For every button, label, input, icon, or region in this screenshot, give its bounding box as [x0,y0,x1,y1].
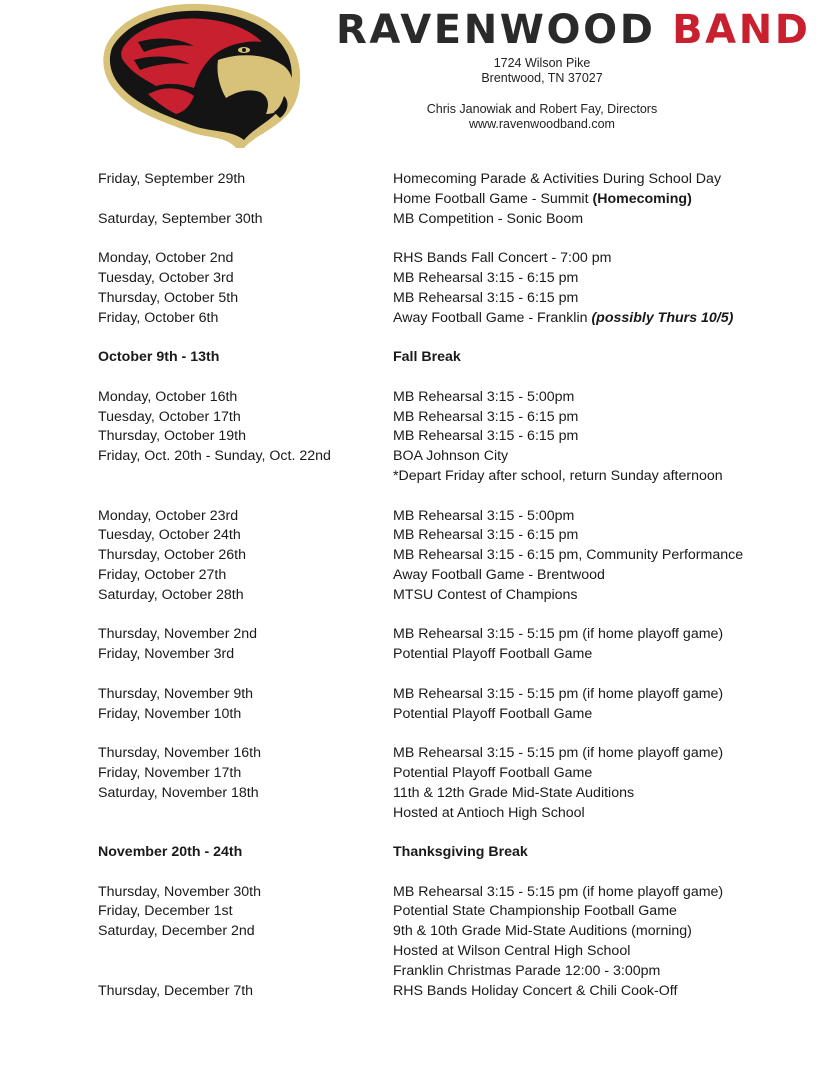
schedule-row [98,922,798,942]
schedule-event [393,546,798,566]
schedule-row [98,269,798,289]
band-title-accent: BAND [672,7,811,53]
schedule-event-text: MB Competition - Sonic Boom [393,210,584,227]
schedule-date [98,804,393,824]
schedule-date [98,467,393,487]
schedule-event-text: Fall Break [393,349,461,366]
schedule-event-text: MB Rehearsal 3:15 - 5:15 pm (if home playoff game) [393,685,724,702]
row-spacer [98,229,798,249]
schedule-event [393,526,798,546]
schedule-date: Monday, October 23rd [98,507,239,524]
schedule-date: Saturday, October 28th [98,586,244,603]
schedule-event [393,388,798,408]
event-emphasis: (Homecoming) [592,190,692,207]
schedule-row [98,190,798,210]
hawk-head-logo [98,2,303,150]
schedule-date: Thursday, November 9th [98,685,254,702]
band-schedule [98,170,798,1001]
schedule-event-text: 9th & 10th Grade Mid-State Auditions (morning) [393,923,692,940]
schedule-event-text: MB Rehearsal 3:15 - 5:15 pm (if home playoff game) [393,745,724,762]
schedule-row [98,427,798,447]
schedule-event [393,427,798,447]
band-title [336,7,811,53]
schedule-row [98,408,798,428]
schedule-row [98,526,798,546]
schedule-row [98,962,798,982]
schedule-row [98,645,798,665]
schedule-event [393,447,798,467]
row-spacer [98,328,798,348]
schedule-date: Friday, November 3rd [98,646,235,663]
schedule-row [98,348,798,368]
schedule-date: Tuesday, October 3rd [98,269,234,286]
schedule-row [98,705,798,725]
schedule-date: Thursday, October 19th [98,428,246,445]
schedule-event [393,190,798,210]
schedule-event [393,843,798,863]
website-link[interactable]: www.ravenwoodband.com [469,117,615,131]
schedule-date: Friday, December 1st [98,903,233,920]
schedule-event-text: MB Rehearsal 3:15 - 6:15 pm [393,408,579,425]
schedule-row [98,447,798,467]
schedule-date: Saturday, September 30th [98,210,263,227]
schedule-row [98,507,798,527]
schedule-date: Thursday, November 16th [98,745,261,762]
schedule-event-text: Potential Playoff Football Game [393,764,593,781]
row-spacer [98,724,798,744]
schedule-date: Friday, October 27th [98,566,227,583]
schedule-row [98,170,798,190]
schedule-event [393,586,798,606]
row-spacer [98,487,798,507]
schedule-event-text: Potential Playoff Football Game [393,646,593,663]
schedule-row [98,249,798,269]
event-note: (possibly Thurs 10/5) [591,309,734,326]
row-spacer [98,665,798,685]
schedule-row [98,883,798,903]
schedule-date: November 20th - 24th [98,844,243,861]
row-spacer [98,823,798,843]
schedule-row [98,982,798,1002]
schedule-event-text: MB Rehearsal 3:15 - 5:00pm [393,388,575,405]
schedule-date [98,190,393,210]
schedule-date: Saturday, December 2nd [98,923,255,940]
schedule-event [393,249,798,269]
schedule-date [98,942,393,962]
schedule-date: Thursday, November 2nd [98,626,258,643]
schedule-event-text: MB Rehearsal 3:15 - 6:15 pm, Community Performance [393,547,744,564]
schedule-date: Friday, November 17th [98,764,242,781]
schedule-row [98,764,798,784]
schedule-date: Thursday, October 26th [98,547,246,564]
schedule-row [98,942,798,962]
schedule-row [98,902,798,922]
schedule-event-text: Thanksgiving Break [393,844,528,861]
schedule-event [393,289,798,309]
schedule-event [393,566,798,586]
schedule-event-text: MTSU Contest of Champions [393,586,578,603]
schedule-row [98,843,798,863]
schedule-event [393,764,798,784]
schedule-event [393,269,798,289]
schedule-event [393,804,798,824]
schedule-event-text: Potential State Championship Football Game [393,903,677,920]
row-spacer [98,368,798,388]
schedule-date: Saturday, November 18th [98,784,259,801]
schedule-event-text: RHS Bands Holiday Concert & Chili Cook-Off [393,982,678,999]
schedule-row [98,546,798,566]
schedule-event-text: 11th & 12th Grade Mid-State Auditions [393,784,635,801]
schedule-row [98,289,798,309]
schedule-event [393,962,798,982]
schedule-event-text: Hosted at Wilson Central High School [393,943,631,960]
schedule-event [393,467,798,487]
schedule-date: Thursday, November 30th [98,883,261,900]
schedule-event-text: Away Football Game - Brentwood [393,566,605,583]
schedule-date: Thursday, December 7th [98,982,254,999]
schedule-event-text: MB Rehearsal 3:15 - 6:15 pm [393,269,579,286]
schedule-event-text: MB Rehearsal 3:15 - 5:15 pm (if home playoff game) [393,626,724,643]
schedule-event [393,210,798,230]
schedule-row [98,625,798,645]
schedule-event-text: Home Football Game - Summit [393,190,589,207]
schedule-event-text: MB Rehearsal 3:15 - 5:15 pm (if home playoff game) [393,883,724,900]
schedule-event-text: MB Rehearsal 3:15 - 5:00pm [393,507,575,524]
band-title-primary: RAVENWOOD [336,7,656,53]
schedule-event [393,507,798,527]
schedule-event [393,883,798,903]
schedule-date: Friday, October 6th [98,309,219,326]
schedule-event [393,705,798,725]
schedule-event-text: *Depart Friday after school, return Sunday afternoon [393,467,723,484]
schedule-event-text: Franklin Christmas Parade 12:00 - 3:00pm [393,962,661,979]
schedule-event-text: MB Rehearsal 3:15 - 6:15 pm [393,527,579,544]
schedule-event [393,942,798,962]
schedule-date: Tuesday, October 17th [98,408,241,425]
schedule-row [98,388,798,408]
schedule-date [98,962,393,982]
schedule-event-text: MB Rehearsal 3:15 - 6:15 pm [393,428,579,445]
schedule-event-text: Homecoming Parade & Activities During School Day [393,171,722,187]
schedule-date: Friday, September 29th [98,171,246,187]
row-spacer [98,606,798,626]
schedule-event-text: MB Rehearsal 3:15 - 6:15 pm [393,289,579,306]
schedule-row [98,309,798,329]
schedule-event [393,784,798,804]
schedule-event [393,408,798,428]
schedule-event [393,982,798,1002]
schedule-row [98,210,798,230]
schedule-event-text: RHS Bands Fall Concert - 7:00 pm [393,250,612,267]
schedule-event [393,170,798,190]
schedule-date: Friday, November 10th [98,705,242,722]
schedule-row [98,586,798,606]
schedule-date: Monday, October 2nd [98,250,234,267]
schedule-date: Thursday, October 5th [98,289,239,306]
schedule-event-text: BOA Johnson City [393,448,509,465]
schedule-event [393,309,798,329]
schedule-date: Tuesday, October 24th [98,527,241,544]
schedule-date: Friday, Oct. 20th - Sunday, Oct. 22nd [98,448,331,465]
schedule-row [98,467,798,487]
schedule-date: Monday, October 16th [98,388,238,405]
schedule-event-text: Potential Playoff Football Game [393,705,593,722]
schedule-event [393,902,798,922]
schedule-event [393,685,798,705]
schedule-event [393,744,798,764]
schedule-event-text: Hosted at Antioch High School [393,804,585,821]
schedule-row [98,744,798,764]
schedule-event-text: Away Football Game - Franklin [393,309,588,326]
schedule-date: October 9th - 13th [98,349,220,366]
row-spacer [98,863,798,883]
schedule-event [393,922,798,942]
schedule-row [98,685,798,705]
address-line-2: Brentwood, TN 37027 [481,71,603,85]
schedule-row [98,784,798,804]
schedule-row [98,566,798,586]
schedule-row [98,804,798,824]
directors-line: Chris Janowiak and Robert Fay, Directors [426,102,658,116]
schedule-event [393,645,798,665]
address-line-1: 1724 Wilson Pike [493,56,591,70]
schedule-event [393,625,798,645]
schedule-event [393,348,798,368]
